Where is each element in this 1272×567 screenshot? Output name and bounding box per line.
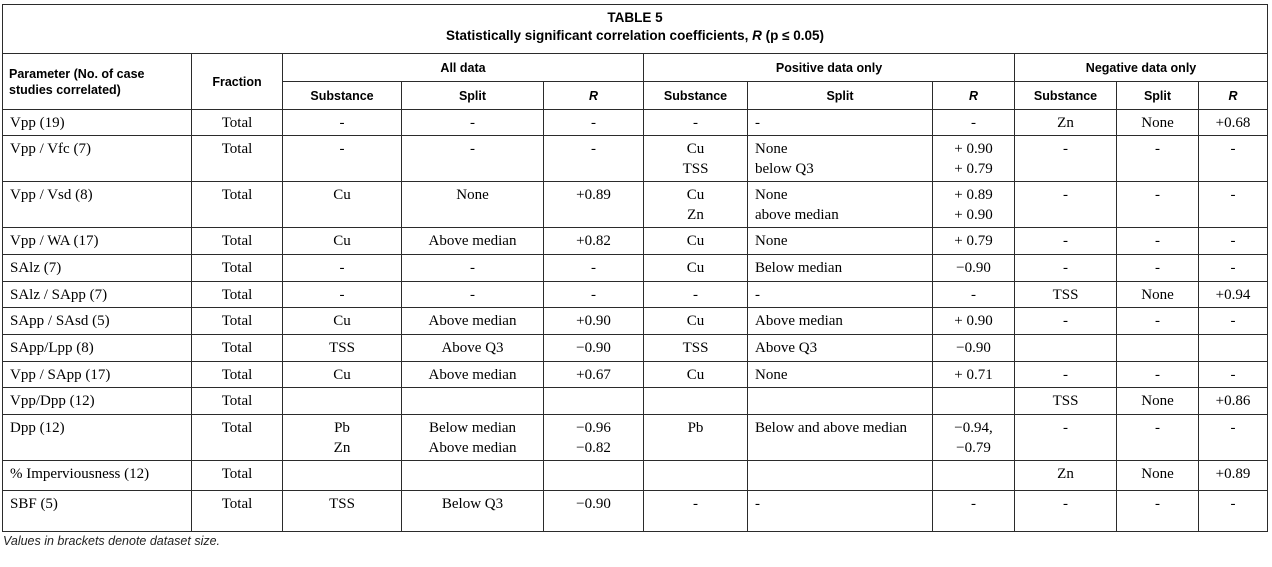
r-value-value: −0.90 [576, 340, 611, 356]
header-positive-data: Positive data only [644, 54, 1015, 82]
r-value-value: +0.90 [576, 313, 611, 329]
all-r-value-cell [544, 308, 644, 335]
neg-split-cell [1117, 282, 1199, 308]
all-substance-cell [283, 491, 402, 532]
pos-split-cell [748, 228, 933, 255]
title-text: Statistically significant correlation coefficients, [446, 28, 753, 43]
all-r-value-cell [544, 415, 644, 461]
all-substance-cell [283, 282, 402, 308]
table-body [3, 110, 1268, 532]
neg-split-cell [1117, 255, 1199, 282]
r-value-value: +0.89 [1215, 466, 1251, 482]
neg-substance-cell [1015, 461, 1117, 491]
pos-r-value-cell [933, 388, 1015, 415]
all-r-value-cell [544, 228, 644, 255]
header-r: R [933, 82, 1015, 110]
substance-value: - [1063, 313, 1068, 329]
all-r-value-cell [544, 388, 644, 415]
parameter-cell: SBF (5) [3, 491, 192, 532]
substance-value: - [339, 141, 345, 157]
neg-substance-cell [1015, 182, 1117, 228]
neg-substance-cell [1015, 388, 1117, 415]
pos-r-value-cell [933, 308, 1015, 335]
r-value-value: - [591, 141, 596, 157]
split-value: Below median [755, 260, 843, 276]
substance-value: TSS [682, 340, 709, 356]
pos-substance-cell [644, 282, 748, 308]
table-row [3, 110, 1268, 136]
all-split-cell [402, 110, 544, 136]
neg-split-cell [1117, 415, 1199, 461]
split-value: - [1155, 141, 1160, 157]
r-value-value: - [1230, 313, 1236, 329]
substance-value: Cu [333, 187, 351, 203]
pos-split-cell [748, 136, 933, 182]
fraction-cell: Total [192, 461, 283, 491]
neg-r-value-cell [1199, 415, 1268, 461]
all-substance-cell [283, 415, 402, 461]
neg-r-value-cell [1199, 182, 1268, 228]
pos-split-cell [748, 335, 933, 362]
parameter-cell: SApp/Lpp (8) [3, 335, 192, 362]
split-value: Below Q3 [441, 496, 504, 512]
pos-substance-cell [644, 461, 748, 491]
all-r-value-cell [544, 255, 644, 282]
split-value: None [1141, 287, 1174, 303]
all-split-cell [402, 308, 544, 335]
pos-substance-cell [644, 388, 748, 415]
pos-substance-cell [644, 415, 748, 461]
all-r-value-cell [544, 461, 644, 491]
pos-split-cell [748, 282, 933, 308]
pos-substance-cell [644, 491, 748, 532]
split-value: Above Q3 [441, 340, 504, 356]
substance-value: Cu [333, 367, 351, 383]
r-value-value: +0.94 [1215, 287, 1251, 303]
substance-value: - [1063, 367, 1068, 383]
all-r-value-cell [544, 136, 644, 182]
split-value: - [1155, 260, 1160, 276]
all-split-cell [402, 461, 544, 491]
substance-value: TSS [1052, 287, 1079, 303]
pos-split-cell [748, 415, 933, 461]
substance-value: Cu [686, 187, 705, 203]
pos-substance-cell [644, 110, 748, 136]
table-row [3, 388, 1268, 415]
r-value-value: - [1230, 260, 1236, 276]
all-substance-cell [283, 110, 402, 136]
r-value-value: - [971, 496, 976, 512]
pos-r-value-cell [933, 461, 1015, 491]
substance-value: Cu [333, 313, 351, 329]
table-caption [3, 5, 1268, 54]
split-value: Above Q3 [755, 340, 818, 356]
table-row [3, 362, 1268, 388]
split-value: - [470, 260, 475, 276]
neg-substance-cell [1015, 415, 1117, 461]
r-value-value: + 0.79 [954, 233, 993, 249]
pos-r-value-cell [933, 136, 1015, 182]
pos-split-cell [748, 182, 933, 228]
r-value-value: + 0.90 [954, 207, 993, 223]
r-value-value: - [1230, 187, 1236, 203]
table-number: TABLE 5 [607, 10, 663, 25]
split-value: None [755, 233, 788, 249]
table-row [3, 228, 1268, 255]
pos-r-value-cell [933, 415, 1015, 461]
substance-value: TSS [1052, 393, 1079, 409]
fraction-cell: Total [192, 110, 283, 136]
all-split-cell [402, 182, 544, 228]
substance-value: Cu [686, 313, 705, 329]
neg-split-cell [1117, 110, 1199, 136]
r-value-value: - [1230, 420, 1236, 436]
neg-r-value-cell [1199, 228, 1268, 255]
parameter-cell: Vpp (19) [3, 110, 192, 136]
pos-split-cell [748, 308, 933, 335]
split-value: - [755, 496, 760, 512]
all-substance-cell [283, 362, 402, 388]
neg-r-value-cell [1199, 110, 1268, 136]
r-value-value: +0.89 [576, 187, 611, 203]
parameter-cell: Vpp / Vsd (8) [3, 182, 192, 228]
substance-value: - [1063, 260, 1068, 276]
pos-r-value-cell [933, 228, 1015, 255]
header-split: Split [402, 82, 544, 110]
pos-r-value-cell [933, 335, 1015, 362]
substance-value: Zn [1057, 115, 1074, 131]
table-footnote: Values in brackets denote dataset size. [3, 534, 221, 548]
substance-value: Cu [686, 141, 705, 157]
split-value: None [755, 367, 788, 383]
pos-substance-cell [644, 182, 748, 228]
all-split-cell [402, 228, 544, 255]
fraction-cell: Total [192, 362, 283, 388]
r-value-value: + 0.90 [954, 141, 993, 157]
pos-r-value-cell [933, 255, 1015, 282]
split-value: - [1155, 313, 1160, 329]
title-r: R [752, 28, 762, 43]
split-value: below Q3 [755, 161, 814, 177]
split-value: - [1155, 233, 1160, 249]
r-value-value: +0.68 [1215, 115, 1251, 131]
split-value: - [1155, 187, 1160, 203]
header-split: Split [748, 82, 933, 110]
fraction-cell: Total [192, 308, 283, 335]
r-value-value: - [591, 115, 596, 131]
all-r-value-cell [544, 362, 644, 388]
neg-r-value-cell [1199, 461, 1268, 491]
all-split-cell [402, 388, 544, 415]
title-p-value: (p ≤ 0.05) [761, 28, 825, 43]
substance-value: - [693, 496, 698, 512]
all-substance-cell [283, 228, 402, 255]
neg-split-cell [1117, 308, 1199, 335]
r-value-value: −0.82 [576, 440, 611, 456]
header-r: R [544, 82, 644, 110]
split-value: Below and above median [755, 420, 908, 436]
substance-value: Cu [686, 260, 705, 276]
fraction-cell: Total [192, 335, 283, 362]
header-negative-data: Negative data only [1015, 54, 1268, 82]
r-value-value: - [1230, 367, 1236, 383]
header-r: R [1199, 82, 1268, 110]
neg-r-value-cell [1199, 491, 1268, 532]
parameter-cell: SAlz (7) [3, 255, 192, 282]
substance-value: Pb [687, 420, 704, 436]
correlation-table [2, 4, 1268, 532]
fraction-cell: Total [192, 415, 283, 461]
substance-value: Zn [333, 440, 351, 456]
split-value: - [1155, 367, 1160, 383]
fraction-cell: Total [192, 282, 283, 308]
substance-value: - [1063, 233, 1068, 249]
split-value: Above median [755, 313, 843, 329]
split-value: - [755, 115, 760, 131]
neg-split-cell [1117, 491, 1199, 532]
split-value: - [1155, 420, 1160, 436]
pos-r-value-cell [933, 182, 1015, 228]
substance-value: - [1063, 420, 1068, 436]
pos-split-cell [748, 388, 933, 415]
parameter-cell: SApp / SAsd (5) [3, 308, 192, 335]
r-value-value: +0.86 [1215, 393, 1251, 409]
header-fraction: Fraction [192, 54, 283, 110]
substance-value: - [1063, 496, 1068, 512]
all-substance-cell [283, 335, 402, 362]
pos-r-value-cell [933, 110, 1015, 136]
r-value-value: - [971, 287, 976, 303]
r-value-value: - [591, 287, 596, 303]
neg-r-value-cell [1199, 308, 1268, 335]
fraction-cell: Total [192, 255, 283, 282]
all-substance-cell [283, 255, 402, 282]
neg-r-value-cell [1199, 388, 1268, 415]
all-substance-cell [283, 182, 402, 228]
parameter-cell: Vpp / Vfc (7) [3, 136, 192, 182]
pos-substance-cell [644, 335, 748, 362]
all-split-cell [402, 335, 544, 362]
neg-r-value-cell [1199, 255, 1268, 282]
r-value-value: + 0.90 [954, 313, 993, 329]
neg-split-cell [1117, 461, 1199, 491]
table-row [3, 282, 1268, 308]
split-value: - [470, 287, 475, 303]
parameter-cell: SAlz / SApp (7) [3, 282, 192, 308]
split-value: None [1141, 115, 1174, 131]
r-value-value: −0.90 [956, 260, 991, 276]
split-value: Above median [428, 367, 517, 383]
r-value-value: - [971, 115, 976, 131]
fraction-cell: Total [192, 228, 283, 255]
pos-substance-cell [644, 362, 748, 388]
r-value-value: - [1230, 141, 1236, 157]
substance-value: - [1063, 187, 1068, 203]
table-row [3, 308, 1268, 335]
neg-split-cell [1117, 182, 1199, 228]
parameter-cell: Vpp / SApp (17) [3, 362, 192, 388]
pos-substance-cell [644, 136, 748, 182]
pos-r-value-cell [933, 491, 1015, 532]
neg-r-value-cell [1199, 136, 1268, 182]
substance-value: TSS [329, 496, 355, 512]
neg-substance-cell [1015, 362, 1117, 388]
substance-value: Zn [1057, 466, 1074, 482]
neg-r-value-cell [1199, 362, 1268, 388]
r-value-value: −0.79 [956, 440, 991, 456]
r-value-value: + 0.71 [954, 367, 993, 383]
pos-split-cell [748, 255, 933, 282]
r-value-value: - [1230, 496, 1236, 512]
all-substance-cell [283, 308, 402, 335]
split-value: None [1141, 393, 1174, 409]
table-wrapper [2, 4, 1267, 532]
neg-substance-cell [1015, 255, 1117, 282]
substance-value: - [339, 260, 345, 276]
neg-split-cell [1117, 388, 1199, 415]
parameter-cell: Vpp/Dpp (12) [3, 388, 192, 415]
table-row [3, 255, 1268, 282]
all-substance-cell [283, 388, 402, 415]
header-substance: Substance [1015, 82, 1117, 110]
substance-value: - [339, 115, 345, 131]
all-substance-cell [283, 136, 402, 182]
parameter-cell: % Imperviousness (12) [3, 461, 192, 491]
pos-r-value-cell [933, 362, 1015, 388]
fraction-cell: Total [192, 388, 283, 415]
neg-r-value-cell [1199, 282, 1268, 308]
substance-value: - [693, 115, 698, 131]
neg-substance-cell [1015, 308, 1117, 335]
split-value: None [1141, 466, 1174, 482]
substance-value: Cu [686, 233, 705, 249]
substance-value: Cu [686, 367, 705, 383]
all-split-cell [402, 491, 544, 532]
parameter-cell: Vpp / WA (17) [3, 228, 192, 255]
r-value-value: −0.96 [576, 420, 611, 436]
neg-split-cell [1117, 335, 1199, 362]
r-value-value: + 0.89 [954, 187, 993, 203]
all-split-cell [402, 362, 544, 388]
neg-substance-cell [1015, 282, 1117, 308]
split-value: - [470, 141, 475, 157]
all-split-cell [402, 255, 544, 282]
split-value: None [755, 141, 788, 157]
substance-value: - [339, 287, 345, 303]
pos-substance-cell [644, 308, 748, 335]
pos-split-cell [748, 461, 933, 491]
table-title [3, 27, 1267, 45]
r-value-value: −0.90 [576, 496, 611, 512]
neg-substance-cell [1015, 136, 1117, 182]
neg-split-cell [1117, 228, 1199, 255]
split-value: Above median [428, 313, 517, 329]
split-value: Below median [428, 420, 517, 436]
split-value: above median [755, 207, 839, 223]
header-split: Split [1117, 82, 1199, 110]
table-row [3, 182, 1268, 228]
neg-substance-cell [1015, 491, 1117, 532]
split-value: - [1155, 496, 1160, 512]
fraction-cell: Total [192, 182, 283, 228]
table-row [3, 136, 1268, 182]
substance-value: TSS [329, 340, 355, 356]
neg-split-cell [1117, 362, 1199, 388]
substance-value: Zn [687, 207, 704, 223]
all-r-value-cell [544, 182, 644, 228]
neg-r-value-cell [1199, 335, 1268, 362]
split-value: - [755, 287, 760, 303]
neg-split-cell [1117, 136, 1199, 182]
all-r-value-cell [544, 335, 644, 362]
split-value: Above median [428, 233, 517, 249]
r-value-value: - [1230, 233, 1236, 249]
r-value-value: −0.90 [956, 340, 991, 356]
all-substance-cell [283, 461, 402, 491]
table-row [3, 491, 1268, 532]
all-r-value-cell [544, 282, 644, 308]
all-r-value-cell [544, 110, 644, 136]
all-r-value-cell [544, 491, 644, 532]
pos-r-value-cell [933, 282, 1015, 308]
header-substance: Substance [283, 82, 402, 110]
fraction-cell: Total [192, 491, 283, 532]
substance-value: Pb [334, 420, 350, 436]
all-split-cell [402, 282, 544, 308]
pos-substance-cell [644, 255, 748, 282]
r-value-value: +0.82 [576, 233, 611, 249]
pos-split-cell [748, 362, 933, 388]
r-value-value: + 0.79 [954, 161, 993, 177]
r-value-value: −0.94, [954, 420, 993, 436]
neg-substance-cell [1015, 228, 1117, 255]
all-split-cell [402, 415, 544, 461]
header-parameter: Parameter (No. of case studies correlated) [3, 54, 192, 110]
table-row [3, 461, 1268, 491]
all-split-cell [402, 136, 544, 182]
r-value-value: - [591, 260, 596, 276]
header-substance: Substance [644, 82, 748, 110]
neg-substance-cell [1015, 110, 1117, 136]
parameter-cell: Dpp (12) [3, 415, 192, 461]
pos-substance-cell [644, 228, 748, 255]
substance-value: - [1063, 141, 1068, 157]
r-value-value: +0.67 [576, 367, 611, 383]
table-row [3, 335, 1268, 362]
pos-split-cell [748, 491, 933, 532]
pos-split-cell [748, 110, 933, 136]
neg-substance-cell [1015, 335, 1117, 362]
split-value: Above median [428, 440, 517, 456]
substance-value: TSS [682, 161, 709, 177]
substance-value: Cu [333, 233, 351, 249]
split-value: - [470, 115, 475, 131]
split-value: None [755, 187, 788, 203]
substance-value: - [693, 287, 698, 303]
header-all-data: All data [283, 54, 644, 82]
table-row [3, 415, 1268, 461]
fraction-cell: Total [192, 136, 283, 182]
split-value: None [456, 187, 489, 203]
